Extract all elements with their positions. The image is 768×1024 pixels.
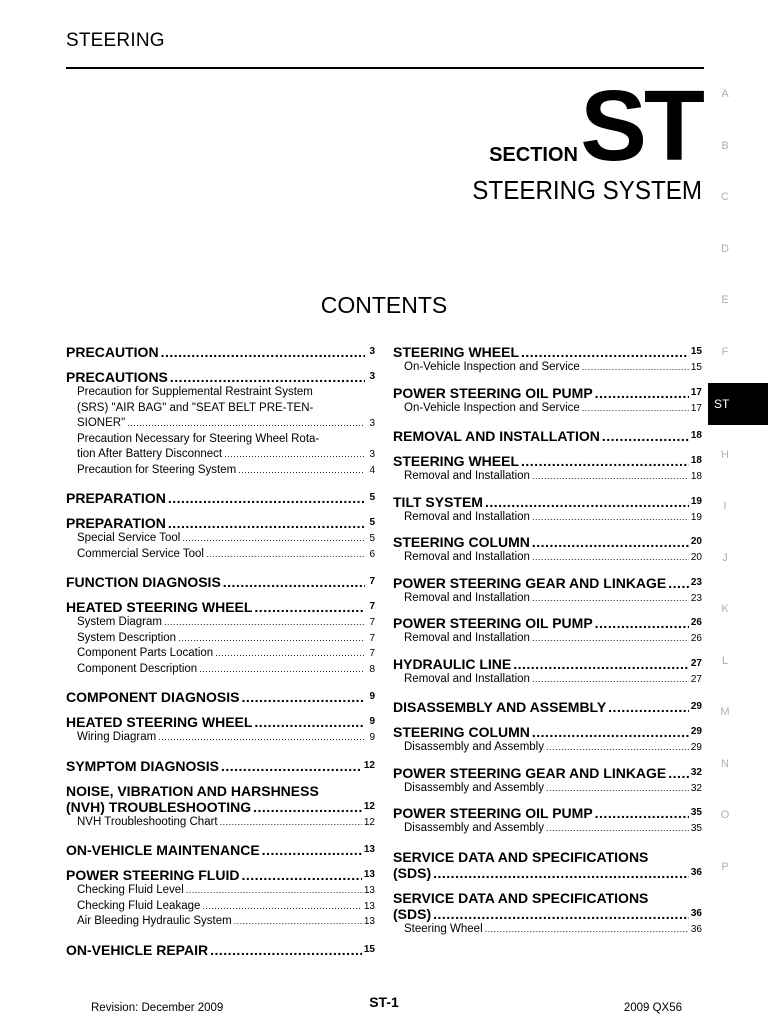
- toc-leader-dots: [127, 416, 365, 432]
- toc-entry-title: On-Vehicle Inspection and Service: [404, 401, 580, 414]
- toc-entry[interactable]: [393, 849, 702, 881]
- toc-leader-dots: [215, 646, 365, 662]
- toc-leader-dots: [241, 689, 365, 705]
- toc-page-number: 20: [690, 552, 702, 563]
- section-tab[interactable]: A: [721, 88, 729, 100]
- toc-leader-dots: [668, 575, 689, 591]
- toc-entry-title-line: SERVICE DATA AND SPECIFICATIONS: [393, 889, 649, 906]
- toc-leader-dots: [220, 815, 362, 831]
- toc-entry[interactable]: [66, 942, 375, 958]
- toc-entry-title: TILT SYSTEM: [393, 493, 483, 510]
- toc-entry-title: STEERING COLUMN: [393, 724, 530, 740]
- toc-entry-title: Removal and Installation: [404, 510, 530, 523]
- footer-page-number: ST-1: [369, 994, 399, 1010]
- toc-entry[interactable]: [393, 385, 702, 401]
- toc-page-number: 9: [369, 691, 375, 702]
- toc-leader-dots: [161, 344, 365, 360]
- toc-entry[interactable]: [393, 821, 702, 837]
- toc-entry-title: POWER STEERING GEAR AND LINKAGE: [393, 764, 667, 781]
- toc-page-number: 6: [369, 548, 375, 560]
- toc-entry-title: PREPARATION: [66, 490, 166, 506]
- toc-leader-dots: [668, 765, 689, 781]
- toc-page-number: 29: [690, 742, 702, 753]
- toc-entry[interactable]: [393, 922, 702, 938]
- toc-entry-title: POWER STEERING GEAR AND LINKAGE: [393, 574, 667, 591]
- toc-entry-title: Removal and Installation: [404, 632, 530, 644]
- toc-entry[interactable]: [393, 453, 702, 469]
- toc-entry-title-line: (SDS): [393, 864, 432, 881]
- toc-entry[interactable]: [66, 899, 375, 915]
- toc-entry[interactable]: [393, 550, 702, 566]
- toc-entry-title: Component Parts Location: [77, 647, 214, 659]
- toc-leader-dots: [186, 883, 362, 899]
- section-tab[interactable]: D: [721, 242, 729, 255]
- toc-entry-title: POWER STEERING FLUID: [66, 867, 240, 883]
- toc-entry[interactable]: [66, 914, 375, 930]
- toc-leader-dots: [595, 385, 689, 401]
- toc-entry-title: ON-VEHICLE REPAIR: [66, 941, 209, 958]
- toc-leader-dots: [532, 724, 689, 740]
- toc-leader-dots: [595, 805, 689, 821]
- toc-entry[interactable]: [393, 494, 702, 510]
- toc-page-number: 26: [690, 617, 702, 628]
- toc-entry[interactable]: [66, 344, 375, 360]
- toc-entry-title-line: SIONER": [77, 417, 126, 429]
- toc-entry-title: Air Bleeding Hydraulic System: [77, 915, 232, 927]
- toc-leader-dots: [254, 599, 365, 615]
- toc-leader-dots: [223, 574, 365, 590]
- toc-entry-title: Removal and Installation: [404, 470, 530, 482]
- header-rule: [66, 67, 704, 69]
- toc-page-number: 13: [363, 916, 375, 927]
- toc-entry-title-line: (NVH) TROUBLESHOOTING: [66, 798, 252, 815]
- toc-page-number: 4: [369, 464, 375, 476]
- toc-entry[interactable]: [66, 615, 375, 631]
- toc-entry-title: Special Service Tool: [77, 532, 181, 544]
- toc-entry[interactable]: [66, 730, 375, 746]
- toc-page-number: 7: [369, 576, 375, 587]
- toc-entry[interactable]: [66, 531, 375, 547]
- section-tab-label: ST: [714, 397, 730, 411]
- toc-entry[interactable]: [66, 662, 375, 678]
- toc-page-number: 13: [363, 869, 375, 880]
- toc-entry-title: HEATED STEERING WHEEL: [66, 714, 253, 730]
- toc-page-number: 29: [690, 701, 702, 712]
- header-title: STEERING: [66, 30, 165, 51]
- toc-entry[interactable]: [66, 689, 375, 705]
- toc-entry[interactable]: [393, 344, 702, 360]
- toc-entry-title: Checking Fluid Level: [77, 884, 184, 896]
- toc-entry-title: HYDRAULIC LINE: [393, 655, 512, 672]
- toc-leader-dots: [485, 494, 689, 510]
- toc-page-number: 32: [690, 782, 702, 794]
- toc-entry[interactable]: [393, 360, 702, 376]
- section-name: STEERING SYSTEM: [472, 175, 702, 205]
- toc-page-number: 18: [690, 471, 702, 482]
- toc-page-number: 9: [369, 732, 375, 743]
- toc-page-number: 7: [369, 601, 375, 612]
- toc-page-number: 27: [690, 673, 702, 685]
- toc-page-number: 18: [690, 455, 702, 466]
- toc-leader-dots: [546, 821, 689, 837]
- section-tab[interactable]: P: [721, 860, 729, 873]
- toc-leader-dots: [253, 799, 362, 815]
- toc-leader-dots: [221, 758, 362, 774]
- toc-entry[interactable]: [393, 534, 702, 550]
- toc-leader-dots: [521, 344, 689, 360]
- toc-leader-dots: [202, 899, 361, 915]
- toc-entry-title: Disassembly and Assembly: [404, 781, 544, 794]
- toc-leader-dots: [532, 631, 689, 647]
- toc-entry[interactable]: [66, 815, 375, 831]
- toc-page-number: 3: [369, 449, 375, 460]
- contents-right-column: [393, 344, 702, 937]
- toc-page-number: 7: [369, 648, 375, 659]
- toc-leader-dots: [182, 531, 365, 547]
- toc-entry-title-line: NOISE, VIBRATION AND HARSHNESS: [66, 782, 319, 799]
- toc-entry-title: NVH Troubleshooting Chart: [77, 815, 218, 828]
- section-tab[interactable]: M: [720, 706, 730, 718]
- toc-entry[interactable]: [66, 646, 375, 662]
- toc-page-number: 5: [369, 533, 375, 544]
- toc-page-number: 7: [369, 632, 375, 644]
- toc-entry-title-line: Precaution for Supplemental Restraint System: [77, 386, 313, 398]
- section-tab[interactable]: C: [721, 191, 729, 203]
- toc-page-number: 17: [690, 386, 702, 398]
- toc-entry-title: REMOVAL AND INSTALLATION: [393, 428, 600, 444]
- toc-page-number: 9: [369, 716, 375, 727]
- toc-entry-title: Steering Wheel: [404, 922, 483, 935]
- toc-entry[interactable]: [393, 699, 702, 715]
- toc-entry-title: COMPONENT DIAGNOSIS: [66, 689, 240, 705]
- section-tab[interactable]: H: [721, 448, 729, 461]
- toc-page-number: 20: [690, 536, 702, 547]
- toc-entry-title: FUNCTION DIAGNOSIS: [66, 574, 221, 590]
- section-word: SECTION: [489, 144, 578, 166]
- toc-leader-dots: [485, 922, 689, 938]
- toc-entry-title-line: tion After Battery Disconnect: [77, 448, 223, 460]
- toc-page-number: 3: [369, 371, 375, 382]
- toc-entry[interactable]: [393, 631, 702, 647]
- toc-entry[interactable]: [66, 490, 375, 506]
- toc-page-number: 27: [690, 657, 702, 669]
- toc-entry[interactable]: [393, 591, 702, 607]
- toc-leader-dots: [433, 865, 689, 881]
- toc-entry[interactable]: [66, 432, 375, 463]
- toc-leader-dots: [178, 631, 365, 647]
- toc-leader-dots: [254, 714, 365, 730]
- toc-leader-dots: [170, 369, 365, 385]
- toc-leader-dots: [210, 942, 362, 958]
- toc-leader-dots: [546, 781, 689, 797]
- toc-entry-title: Disassembly and Assembly: [404, 822, 544, 834]
- toc-leader-dots: [224, 447, 365, 463]
- contents-title: CONTENTS: [320, 292, 448, 318]
- toc-entry-title-line: Precaution Necessary for Steering Wheel Rota-: [77, 432, 320, 445]
- toc-page-number: 35: [690, 823, 702, 834]
- toc-entry-title: Removal and Installation: [404, 551, 530, 563]
- toc-entry-title: DISASSEMBLY AND ASSEMBLY: [393, 699, 607, 715]
- toc-leader-dots: [582, 360, 689, 376]
- toc-page-number: 12: [363, 800, 375, 812]
- toc-leader-dots: [158, 730, 365, 746]
- section-tab[interactable]: K: [721, 603, 729, 615]
- toc-leader-dots: [234, 914, 362, 930]
- toc-page-number: 5: [369, 492, 375, 503]
- section-code: ST: [580, 70, 702, 182]
- section-tab[interactable]: L: [721, 654, 729, 667]
- toc-entry[interactable]: [393, 740, 702, 756]
- toc-entry-title: ON-VEHICLE MAINTENANCE: [66, 842, 260, 858]
- toc-entry[interactable]: [393, 510, 702, 526]
- toc-entry[interactable]: [393, 672, 702, 688]
- toc-leader-dots: [595, 615, 689, 631]
- toc-page-number: 36: [690, 907, 702, 919]
- toc-page-number: 15: [690, 362, 702, 373]
- toc-entry-title: PREPARATION: [66, 515, 166, 531]
- toc-page-number: 3: [369, 346, 375, 357]
- toc-entry-title: System Diagram: [77, 616, 162, 628]
- toc-entry-title: Component Description: [77, 662, 198, 675]
- toc-page-number: 13: [363, 900, 375, 912]
- toc-entry[interactable]: [66, 631, 375, 647]
- toc-entry-title-line: (SDS): [393, 905, 432, 922]
- toc-leader-dots: [241, 867, 361, 883]
- toc-entry[interactable]: [393, 575, 702, 591]
- toc-leader-dots: [238, 463, 365, 479]
- footer-model: 2009 QX56: [623, 1002, 682, 1014]
- toc-leader-dots: [602, 428, 689, 444]
- toc-entry[interactable]: [66, 867, 375, 883]
- toc-entry-title-line: SERVICE DATA AND SPECIFICATIONS: [393, 848, 649, 865]
- toc-entry[interactable]: [393, 656, 702, 672]
- toc-entry-title: STEERING WHEEL: [393, 453, 520, 469]
- toc-entry-title: PRECAUTION: [66, 344, 159, 360]
- toc-page-number: 15: [690, 346, 702, 357]
- toc-entry[interactable]: [66, 385, 375, 432]
- toc-entry-title: POWER STEERING OIL PUMP: [393, 805, 593, 821]
- toc-leader-dots: [262, 842, 362, 858]
- toc-entry[interactable]: [66, 599, 375, 615]
- toc-entry[interactable]: [393, 805, 702, 821]
- toc-entry[interactable]: [66, 758, 375, 774]
- toc-entry-title: HEATED STEERING WHEEL: [66, 599, 253, 615]
- toc-page-number: 29: [690, 726, 702, 737]
- toc-page-number: 8: [369, 663, 375, 675]
- toc-entry-title: System Description: [77, 631, 177, 644]
- toc-entry[interactable]: [66, 463, 375, 479]
- toc-leader-dots: [532, 591, 689, 607]
- toc-page-number: 13: [363, 885, 375, 896]
- toc-leader-dots: [546, 740, 689, 756]
- toc-leader-dots: [582, 401, 689, 417]
- toc-entry[interactable]: [393, 781, 702, 797]
- toc-entry-title: STEERING COLUMN: [393, 534, 530, 550]
- toc-entry[interactable]: [393, 401, 702, 417]
- toc-page-number: 18: [690, 430, 702, 441]
- toc-page-number: 23: [690, 576, 702, 588]
- toc-entry-title: Removal and Installation: [404, 591, 530, 604]
- toc-leader-dots: [521, 453, 689, 469]
- toc-entry[interactable]: [66, 783, 375, 815]
- toc-page-number: 26: [690, 633, 702, 644]
- toc-entry[interactable]: [66, 574, 375, 590]
- section-tab[interactable]: B: [721, 139, 729, 152]
- toc-entry[interactable]: [66, 547, 375, 563]
- toc-page-number: 12: [363, 816, 375, 828]
- toc-entry-title: Wiring Diagram: [77, 731, 157, 743]
- toc-entry[interactable]: [393, 469, 702, 485]
- toc-leader-dots: [532, 510, 689, 526]
- toc-leader-dots: [168, 490, 365, 506]
- toc-entry-title: POWER STEERING OIL PUMP: [393, 384, 593, 401]
- toc-leader-dots: [513, 656, 689, 672]
- toc-entry[interactable]: [66, 714, 375, 730]
- toc-page-number: 12: [363, 759, 375, 771]
- toc-entry-title: Removal and Installation: [404, 672, 530, 685]
- toc-entry[interactable]: [393, 615, 702, 631]
- toc-page-number: 15: [363, 943, 375, 955]
- toc-page-number: 32: [690, 766, 702, 778]
- toc-entry-title: Precaution for Steering System: [77, 463, 237, 476]
- section-tab[interactable]: F: [721, 345, 729, 358]
- section-tab-active[interactable]: [708, 383, 768, 425]
- toc-leader-dots: [532, 550, 689, 566]
- toc-page-number: 36: [690, 923, 702, 935]
- contents-left-column: [66, 344, 375, 958]
- toc-entry-title: Disassembly and Assembly: [404, 741, 544, 753]
- toc-entry-title: On-Vehicle Inspection and Service: [404, 361, 580, 373]
- toc-leader-dots: [168, 515, 365, 531]
- toc-page-number: 36: [690, 866, 702, 878]
- toc-entry[interactable]: [393, 890, 702, 922]
- toc-entry-title: PRECAUTIONS: [66, 369, 168, 385]
- toc-leader-dots: [532, 672, 689, 688]
- toc-entry[interactable]: [393, 428, 702, 444]
- toc-leader-dots: [532, 534, 689, 550]
- toc-leader-dots: [199, 662, 365, 678]
- section-tab[interactable]: J: [722, 551, 728, 564]
- toc-entry[interactable]: [393, 724, 702, 740]
- toc-page-number: 5: [369, 517, 375, 528]
- toc-leader-dots: [164, 615, 365, 631]
- section-tab[interactable]: O: [720, 809, 730, 821]
- toc-entry-title: STEERING WHEEL: [393, 344, 520, 360]
- toc-entry-title: Checking Fluid Leakage: [77, 899, 201, 912]
- footer-revision: Revision: December 2009: [91, 1002, 224, 1014]
- toc-leader-dots: [532, 469, 689, 485]
- toc-entry[interactable]: [66, 842, 375, 858]
- toc-leader-dots: [433, 906, 689, 922]
- toc-entry[interactable]: [66, 883, 375, 899]
- toc-page-number: 17: [690, 402, 702, 414]
- toc-entry[interactable]: [66, 515, 375, 531]
- toc-page-number: 13: [363, 844, 375, 855]
- toc-page-number: 23: [690, 592, 702, 604]
- toc-page-number: 19: [690, 495, 702, 507]
- toc-leader-dots: [608, 699, 689, 715]
- toc-entry-title-line: (SRS) "AIR BAG" and "SEAT BELT PRE-TEN-: [77, 401, 314, 414]
- toc-entry-title: POWER STEERING OIL PUMP: [393, 615, 593, 631]
- toc-page-number: 19: [690, 511, 702, 523]
- toc-entry[interactable]: [66, 369, 375, 385]
- section-tab[interactable]: I: [723, 500, 727, 512]
- toc-page-number: 7: [369, 617, 375, 628]
- toc-page-number: 35: [690, 807, 702, 818]
- toc-entry-title: SYMPTOM DIAGNOSIS: [66, 757, 219, 774]
- section-tab[interactable]: E: [721, 294, 729, 306]
- section-tab[interactable]: N: [721, 757, 729, 770]
- toc-leader-dots: [206, 547, 365, 563]
- toc-entry[interactable]: [393, 765, 702, 781]
- toc-page-number: 3: [369, 418, 375, 429]
- toc-entry-title: Commercial Service Tool: [77, 547, 204, 560]
